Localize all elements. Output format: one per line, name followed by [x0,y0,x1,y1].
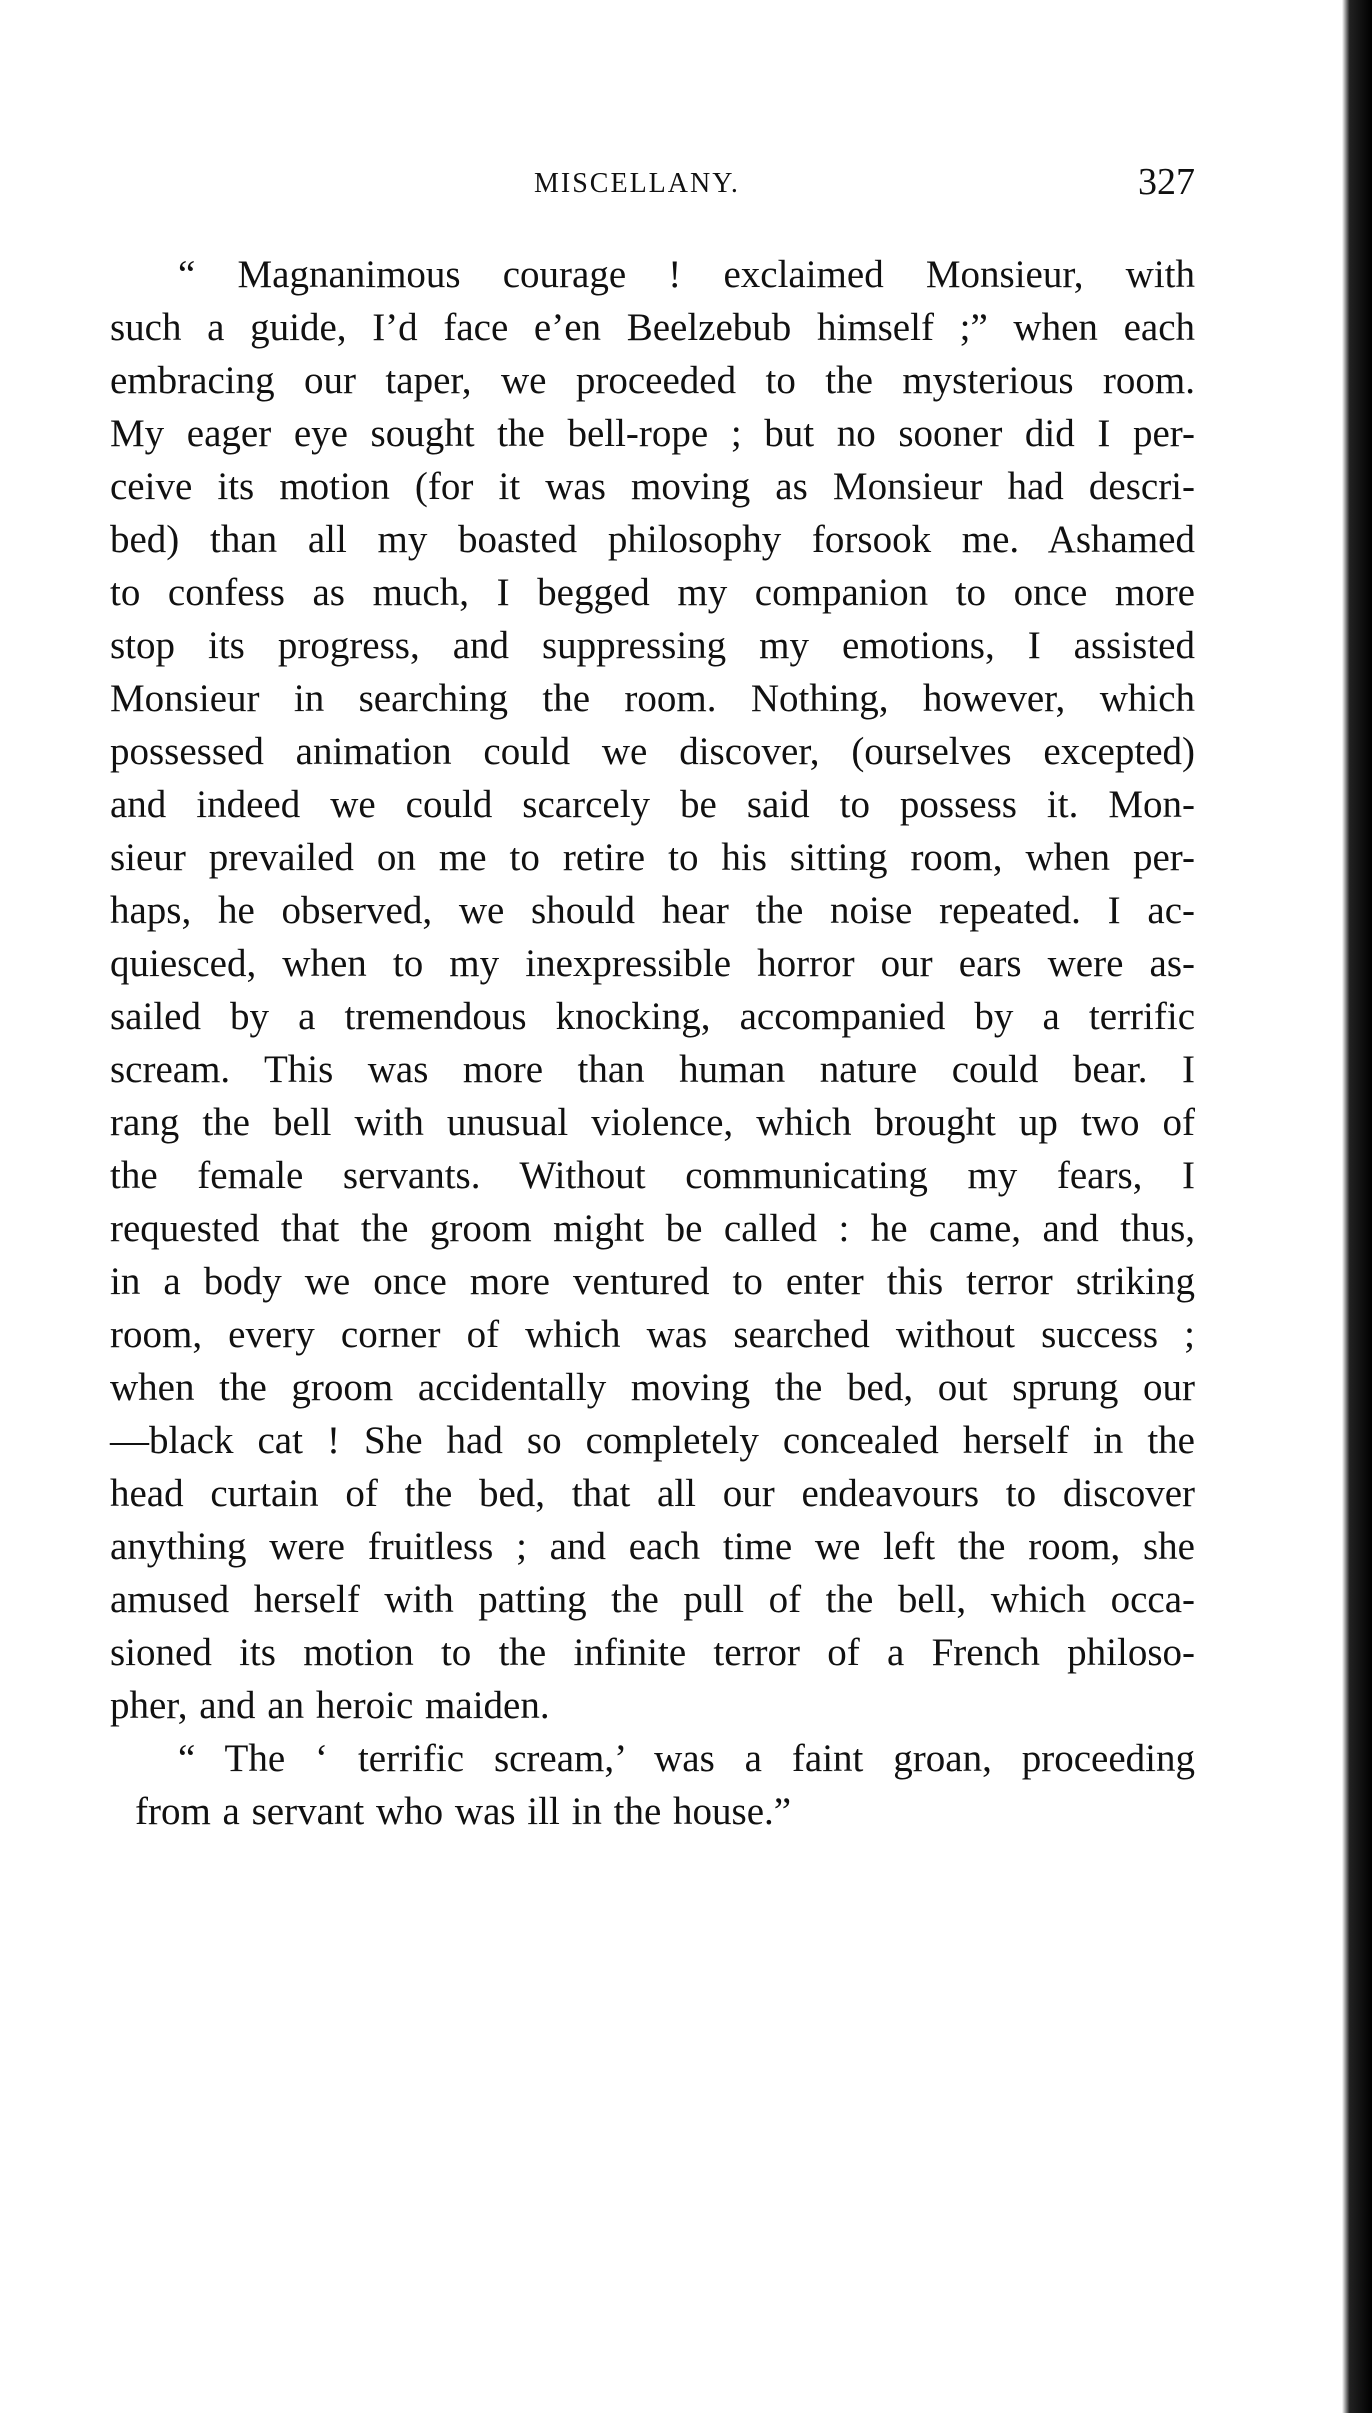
text-line: from a servant who was ill in the house.” [135,1790,792,1833]
text-line: Monsieur in searching the room. Nothing, however, which [110,677,1195,720]
text-line: room, every corner of which was searched without success ; [110,1313,1195,1356]
text-line: rang the bell with unusual violence, which brought up two of [110,1101,1195,1144]
text-line: sioned its motion to the infinite terror of a French philoso- [110,1631,1195,1674]
text-line: “ Magnanimous courage ! exclaimed Monsieur, with [178,253,1195,296]
text-line: anything were fruitless ; and each time we left the room, she [110,1525,1195,1568]
page-number: 327 [1138,161,1195,203]
text-line: sieur prevailed on me to retire to his sitting room, when per- [110,836,1195,879]
body-text [110,248,1195,1838]
text-line: head curtain of the bed, that all our endeavours to discover [110,1472,1195,1515]
text-line: the female servants. Without communicating my fears, I [110,1154,1195,1197]
text-line: pher, and an heroic maiden. [110,1684,550,1727]
text-line: “ The ‘ terrific scream,’ was a faint groan, proceeding [178,1737,1195,1780]
page-binding-shadow [1342,0,1372,2413]
text-line: My eager eye sought the bell-rope ; but no sooner did I per- [110,412,1195,455]
text-line: requested that the groom might be called : he came, and thus, [110,1207,1195,1250]
text-line: ceive its motion (for it was moving as Monsieur had descri- [110,465,1195,508]
text-line: quiesced, when to my inexpressible horror our ears were as- [110,942,1195,985]
text-line: such a guide, I’d face e’en Beelzebub himself ;” when each [110,306,1195,349]
text-line: to confess as much, I begged my companion to once more [110,571,1195,614]
text-line: stop its progress, and suppressing my emotions, I assisted [110,624,1195,667]
text-line: when the groom accidentally moving the bed, out sprung our [110,1366,1195,1409]
text-line: sailed by a tremendous knocking, accompanied by a terrific [110,995,1195,1038]
text-line: and indeed we could scarcely be said to possess it. Mon- [110,783,1195,826]
text-line: in a body we once more ventured to enter this terror striking [110,1260,1195,1303]
text-line: —black cat ! She had so completely concealed herself in the [110,1419,1195,1462]
running-title: MISCELLANY. [534,168,740,199]
text-line: haps, he observed, we should hear the noise repeated. I ac- [110,889,1195,932]
text-line: possessed animation could we discover, (ourselves excepted) [110,730,1195,773]
text-line: amused herself with patting the pull of the bell, which occa- [110,1578,1195,1621]
page-header [110,160,1195,210]
text-line: scream. This was more than human nature could bear. I [110,1048,1195,1091]
text-line: embracing our taper, we proceeded to the mysterious room. [110,359,1195,402]
text-line: bed) than all my boasted philosophy forsook me. Ashamed [110,518,1195,561]
